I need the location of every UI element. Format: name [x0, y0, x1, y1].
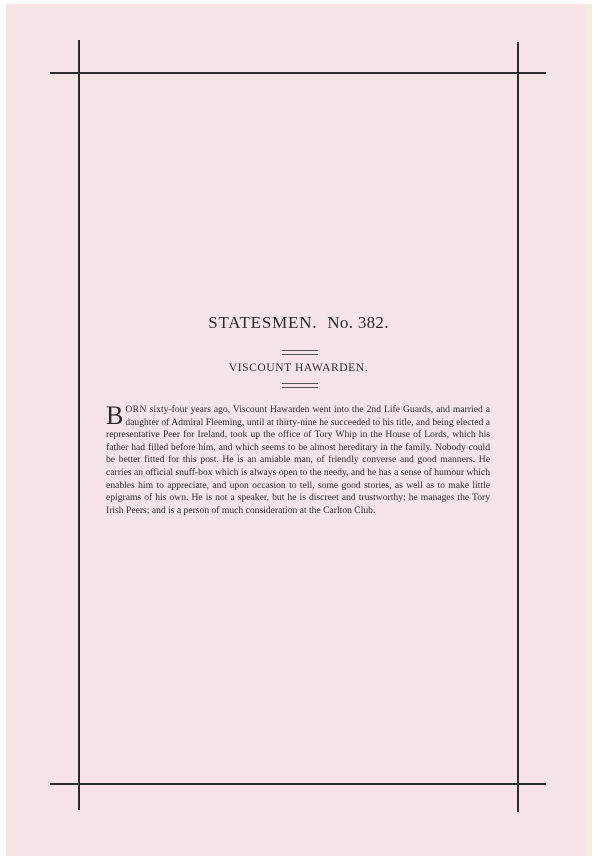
- bottom-border-rule: [50, 783, 546, 785]
- ornamental-double-rule: [282, 350, 318, 355]
- article-body: [106, 401, 490, 517]
- subject-title: VISCOUNT HAWARDEN.: [228, 362, 369, 374]
- page-edge: [586, 4, 592, 856]
- series-title: STATESMEN.: [208, 313, 318, 332]
- left-border-rule: [78, 40, 80, 810]
- page-heading: [80, 313, 517, 333]
- right-border-rule: [517, 42, 519, 812]
- top-border-rule: [50, 72, 546, 74]
- article-lead-word: ORN: [125, 404, 147, 415]
- drop-cap: B: [106, 401, 124, 430]
- series-number: No. 382.: [327, 313, 389, 332]
- article-text: sixty-four years ago, Viscount Hawarden went into the 2nd Life Guards, and married a daughter of Admiral Fleeming, until at thirty-nine he succeeded to his title, and being elected a representative Peer for Ireland, took up the office of Tory Whip in the House of Lords, which his father had filled before him, and which seems to be almost hereditary in the family. Nobody could be better fitted for this post. He is an amiable man, of friendly converse and good manners. He carries an official snuff-box which is always open to the needy, and he has a sense of humour which enables him to appreciate, and upon occasion to tell, some good stories, as well as to make little epigrams of his own. He is not a speaker, but he is discreet and trustworthy; he manages the Tory Irish Peers; and is a person of much consideration at the Carlton Club.: [106, 404, 490, 516]
- ornamental-double-rule: [282, 383, 318, 388]
